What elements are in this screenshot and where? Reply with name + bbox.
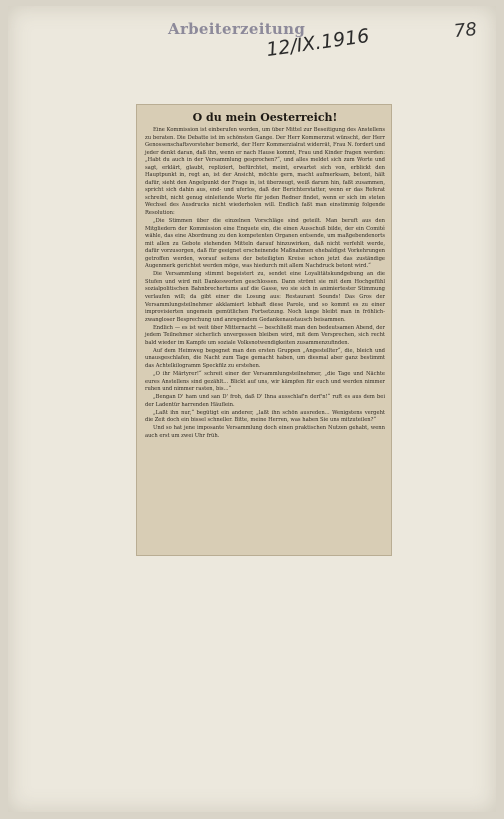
article-paragraph: „Bengan D' ham und san D' froh, daß D' Ihna ausschlaf'n derf'n!“ ruft es aus dem bei der Ladentür harrenden Häuflein. [145,394,385,408]
article-paragraph: Endlich — es ist weit über Mitternacht — beschließt man den bedeutsamen Abend, der jedem Teilnehmer sicherlich unvergessen bleiben wird, mit dem Versprechen, sich recht bald wieder im Kampfe um soziale Volksnotwendigkeiten zusammenzufinden. [145,324,385,346]
archive-sheet [8,6,496,812]
folio-number: 78 [452,18,478,43]
article-paragraph: Und so hat jene imposante Versammlung doch einen praktischen Nutzen gehabt, wenn auch erst um zwei Uhr früh. [145,425,385,439]
article-paragraph: „O ihr Märtyrer!“ schreit einer der Versammlungsteilnehmer, „die Tage und Nächte eures Anstellens sind gezählt... Blickt auf uns, wir kämpfen für euch und werden nimmer ruhen und nimmer rasten, bis...“ [145,371,385,393]
article-paragraph: Auf dem Heimweg begegnet man den ersten Gruppen „Angestellter“, die, bleich und unausgeschlafen, die Nacht zum Tage gemacht haben, um diesmal aber ganz bestimmt das Achtelkilogramm Speckfilz zu erstehen. [145,347,385,369]
newspaper-clipping [136,104,392,556]
article-paragraph: Die Versammlung stimmt begeistert zu, sendet eine Loyalitätskundgebung an die Stufen und wird mit Dankesworten geschlossen. Dann strömt sie mit dem Hochgefühl sozialpolitischen Bahnbrechertums auf die Gasse, wo sie sich in animiertester Stimmung verlaufen will; da gibt einer die Losung aus: Restaurant Sounds! Das Gros der Versammlungsteilnehmer akklamiert lebhaft diese Parole, und so kommt es zu einer improvisierten ungemein gemütlichen Fortsetzung. Noch lange bleibt man in fröhlich-zwangloser Besprechung und anregendem Gedankenaustausch beisammen. [145,271,385,323]
article-paragraph: „Laßt ihn nur,“ begütigt ein anderer, „laßt ihn schön ausreden... Wenigstens vergeht die Zeit doch ein bissel schneller. Bitte, meine Herren, was haben Sie uns mitzuteilen?“ [145,409,385,424]
newspaper-stamp: Arbeiterzeitung [168,20,306,38]
article-paragraph: Eine Kommission ist einberufen worden, um über Mittel zur Beseitigung des Anstellens zu beraten. Die Debatte ist im schönsten Gange. Der Herr Kommerzrat wünscht, der Herr Genossenschaftsvorsteher bemerkt, der Herr Kommerzialrat widerrät, Frau N. fordert und jeder denkt daran, daß ihn, wenn er nach Hause kommt, Frau und Kinder fragen werden: „Habt du auch in der Versammlung gesprochen?“, und alles meldet sich zum Worte und sagt, erklärt, glaubt, repliziert, befürchtet, meint, erwartet sich von, erblickt den Hauptpunkt in, regt an, ist der Ansicht, möchte gern, macht aufmerksam, betont, hält dafür, sieht den Angelpunkt der Frage in, ist überzeugt, weiß darum hin, faßt zusammen, spricht sich dahin aus, end- und uferlos, daß der Berichterstatter, wenn er das Referat schreibt, nicht genug einleitende Worte für jeden Redner findet, wenn er sich im steten Wechsel des Ausdrucks nicht wiederholen will. Endlich faßt man einstimmig folgende Resolution: [145,127,385,217]
handwritten-date: 12/IX.1916 [264,24,371,62]
article-paragraph: „Die Stimmen über die einzelnen Vorschläge sind geteilt. Man beruft aus den Mitgliedern der Kommission eine Enquete ein, die einen Ausschuß bilde, der ein Comité wähle, das eine Abordnung zu den kompetenten Organen entsende, um maßgebendenorts mit allen zu Gebote stehenden Mitteln darauf hinzuwirken, daß nicht verfehlt werde, dafür vorzusorgen, daß für geeignet erscheinende Maßnahmen ehebaldigst Vorkehrungen getroffen werden, worauf seitens der beteiligten Kreise schon jetzt das zuständige Augenmerk gerichtet werden möge, was hiedurch mit allem Nachdruck betont wird.“ [145,218,385,270]
article-title: O du mein Oesterreich! [192,111,338,124]
